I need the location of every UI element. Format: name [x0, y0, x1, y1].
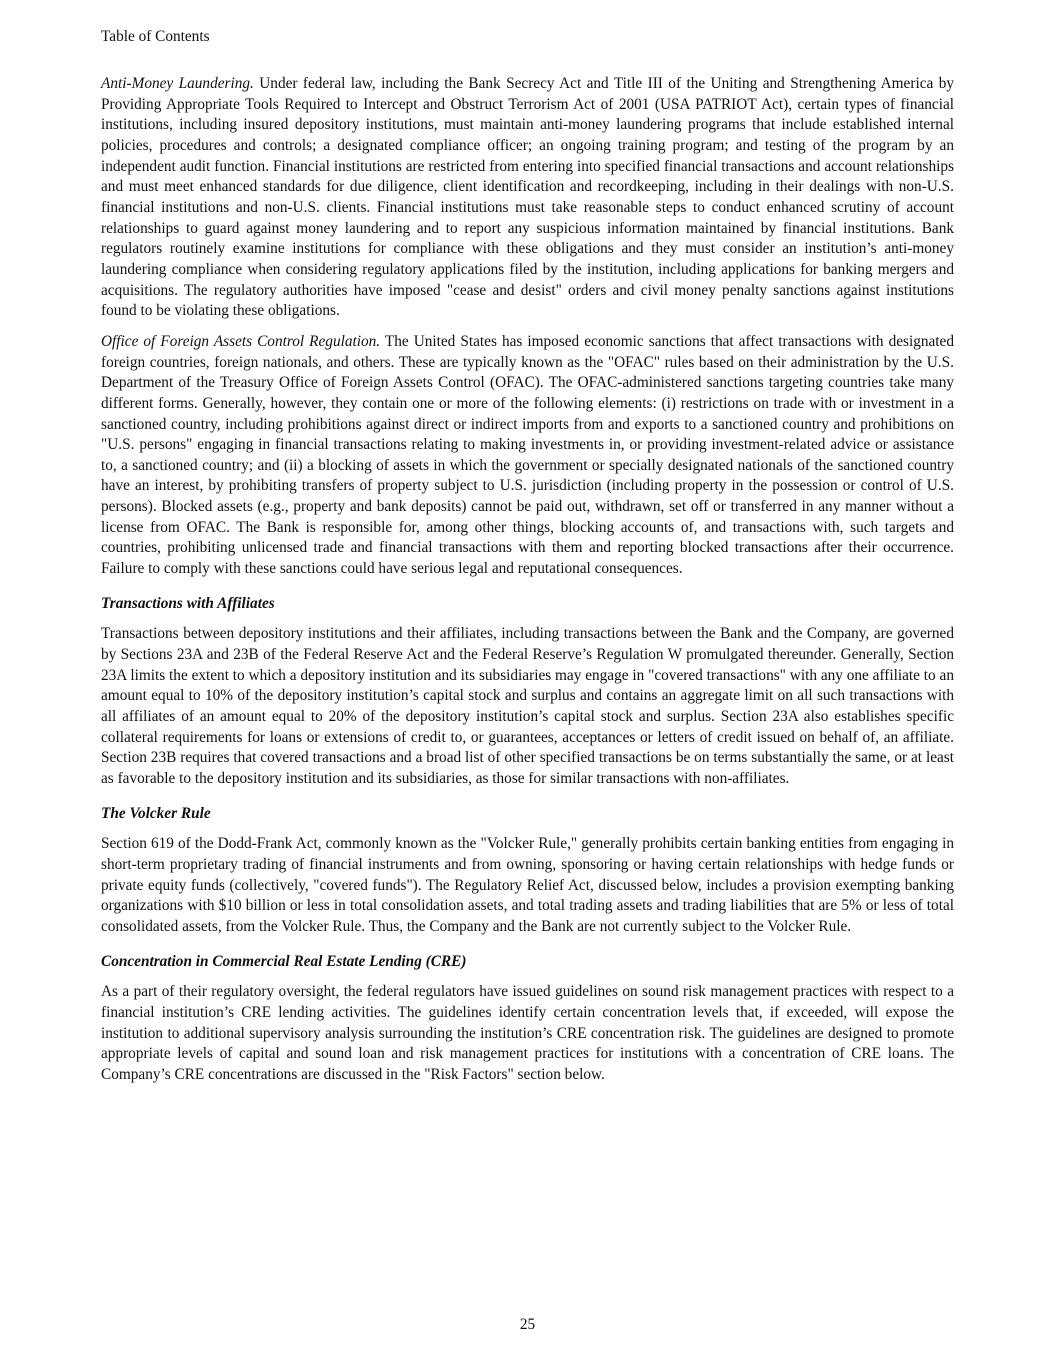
- document-body: [101, 74, 954, 1096]
- volcker-rule-paragraph: Section 619 of the Dodd-Frank Act, commonly known as the "Volcker Rule," generally prohibits certain banking entities from engaging in short-term proprietary trading of financial instruments and from owning, sponsoring or having certain relationships with hedge funds or private equity funds (collectively, "covered funds"). The Regulatory Relief Act, discussed below, includes a provision exempting banking organizations with $10 billion or less in total consolidation assets, and total trading assets and trading liabilities that are 5% or less of total consolidated assets, from the Volcker Rule. Thus, the Company and the Bank are not currently subject to the Volcker Rule.: [101, 835, 954, 935]
- anti-money-laundering-paragraph: [101, 74, 954, 322]
- cre-heading: Concentration in Commercial Real Estate Lending (CRE): [101, 952, 467, 970]
- volcker-rule-heading: The Volcker Rule: [101, 804, 211, 822]
- ofac-lead: Office of Foreign Assets Control Regulation.: [101, 332, 381, 350]
- page-number: 25: [519, 1316, 536, 1333]
- ofac-text: The United States has imposed economic sanctions that affect transactions with designated foreign countries, foreign nationals, and others. These are typically known as the "OFAC" rules based on their administration by the U.S. Department of the Treasury Office of Foreign Assets Control (OFAC). The OFAC-administered sanctions targeting countries take many different forms. Generally, however, they contain one or more of the following elements: (i) restrictions on trade with or investment in a sanctioned country, including prohibitions against direct or indirect imports from and exports to a sanctioned country and prohibitions on "U.S. persons" engaging in financial transactions relating to making investments in, or providing investment-related advice or assistance to, a sanctioned country; and (ii) a blocking of assets in which the government or specially designated nationals of the sanctioned country have an interest, by prohibiting transfers of property subject to U.S. jurisdiction (including property in the possession or control of U.S. persons). Blocked assets (e.g., property and bank deposits) cannot be paid out, withdrawn, set off or transferred in any manner without a license from OFAC. The Bank is responsible for, among other things, blocking accounts of, and transactions with, such targets and countries, prohibiting unlicensed trade and financial transactions with them and reporting blocked transactions after their occurrence. Failure to comply with these sanctions could have serious legal and reputational consequences.: [101, 332, 954, 578]
- affiliates-paragraph: Transactions between depository institutions and their affiliates, including transactions between the Bank and the Company, are governed by Sections 23A and 23B of the Federal Reserve Act and the Federal Reserve’s Regulation W promulgated thereunder. Generally, Section 23A limits the extent to which a depository institution and its subsidiaries may engage in "covered transactions" with any one affiliate to an amount equal to 10% of the depository institution’s capital stock and surplus and contains an aggregate limit on all such transactions with all affiliates of an amount equal to 20% of the depository institution’s capital stock and surplus. Section 23A also establishes specific collateral requirements for loans or extensions of credit to, or guarantees, acceptances or letters of credit issued on behalf of, an affiliate. Section 23B requires that covered transactions and a broad list of other specified transactions be on terms substantially the same, or at least as favorable to the depository institution and its subsidiaries, as those for similar transactions with non-affiliates.: [101, 625, 954, 787]
- anti-money-laundering-lead: Anti-Money Laundering.: [101, 75, 254, 92]
- cre-paragraph: As a part of their regulatory oversight, the federal regulators have issued guidelines on sound risk management practices with respect to a financial institution’s CRE lending activities. The guidelines identify certain concentration levels that, if exceeded, will expose the institution to additional supervisory analysis surrounding the institution’s CRE concentration risk. The guidelines are designed to promote appropriate levels of capital and sound loan and risk management practices for institutions with a concentration of CRE loans. The Company’s CRE concentrations are discussed in the "Risk Factors" section below.: [101, 983, 954, 1083]
- affiliates-heading: Transactions with Affiliates: [101, 594, 275, 612]
- table-of-contents-link[interactable]: Table of Contents: [101, 28, 210, 45]
- anti-money-laundering-text: Under federal law, including the Bank Secrecy Act and Title III of the Uniting and Strengthening America by Providing Appropriate Tools Required to Intercept and Obstruct Terrorism Act of 2001 (USA PATRIOT Act), certain types of financial institutions, including insured depository institutions, must maintain anti-money laundering programs that include established internal policies, procedures and controls; a designated compliance officer; an ongoing training program; and testing of the program by an independent audit function. Financial institutions are restricted from entering into specified financial transactions and account relationships and must meet enhanced standards for due diligence, client identification and recordkeeping, including in their dealings with non-U.S. financial institutions and non-U.S. clients. Financial institutions must take reasonable steps to conduct enhanced scrutiny of account relationships to guard against money laundering and to report any suspicious information maintained by financial institutions. Bank regulators routinely examine institutions for compliance with these obligations and they must consider an institution’s anti-money laundering compliance when considering regulatory applications filed by the institution, including applications for banking mergers and acquisitions. The regulatory authorities have imposed "cease and desist" orders and civil money penalty sanctions against institutions found to be violating these obligations.: [101, 75, 954, 320]
- ofac-paragraph: [101, 332, 954, 580]
